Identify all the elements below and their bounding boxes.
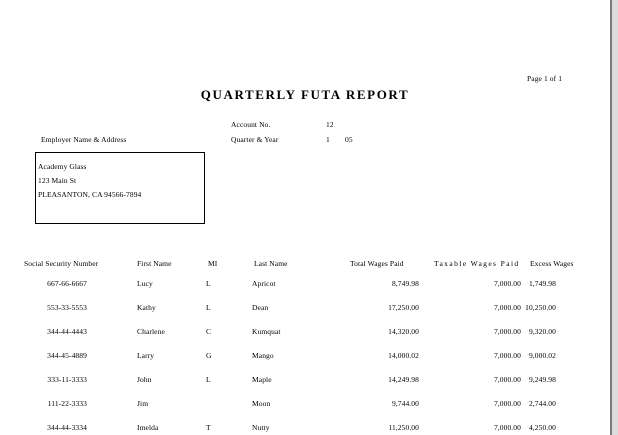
cell-mi: L <box>206 279 211 288</box>
cell-first-name: John <box>137 375 152 384</box>
cell-ssn: 667-66-6667 <box>47 279 87 288</box>
cell-taxable-wages: 7,000.00 <box>493 327 521 336</box>
cell-excess-wages: 9,249.98 <box>528 375 556 384</box>
cell-excess-wages: 2,744.00 <box>528 399 556 408</box>
cell-mi: L <box>206 375 211 384</box>
cell-first-name: Jim <box>137 399 149 408</box>
header-taxable-wages: Taxable Wages Paid <box>434 259 520 268</box>
cell-taxable-wages: 7,000.00 <box>493 303 521 312</box>
cell-total-wages: 17,250.00 <box>388 303 419 312</box>
cell-ssn: 344-45-4889 <box>47 351 87 360</box>
cell-taxable-wages: 7,000.00 <box>493 423 521 432</box>
cell-last-name: Moon <box>252 399 271 408</box>
cell-total-wages: 8,749.98 <box>391 279 419 288</box>
cell-total-wages: 11,250.00 <box>388 423 419 432</box>
header-ssn: Social Security Number <box>24 259 99 268</box>
header-last-name: Last Name <box>254 259 288 268</box>
cell-first-name: Imelda <box>137 423 159 432</box>
cell-first-name: Kathy <box>137 303 156 312</box>
cell-taxable-wages: 7,000.00 <box>493 399 521 408</box>
cell-last-name: Mango <box>252 351 274 360</box>
cell-mi: C <box>206 327 212 336</box>
cell-first-name: Charlene <box>137 327 165 336</box>
cell-excess-wages: 1,749.98 <box>528 279 556 288</box>
account-number-label: Account No. <box>231 120 271 129</box>
viewer-background <box>612 0 618 435</box>
header-excess-wages: Excess Wages <box>530 259 574 268</box>
cell-last-name: Nutty <box>252 423 270 432</box>
cell-ssn: 553-33-5553 <box>47 303 87 312</box>
header-total-wages: Total Wages Paid <box>350 259 404 268</box>
employer-city: PLEASANTON, CA 94566-7894 <box>38 190 142 199</box>
cell-mi: L <box>206 303 211 312</box>
cell-total-wages: 14,000.02 <box>388 351 419 360</box>
cell-last-name: Kumquat <box>252 327 281 336</box>
cell-total-wages: 14,249.98 <box>388 375 419 384</box>
cell-mi: G <box>206 351 212 360</box>
cell-excess-wages: 9,000.02 <box>528 351 556 360</box>
header-first-name: First Name <box>137 259 172 268</box>
report-title: QUARTERLY FUTA REPORT <box>200 87 410 102</box>
cell-ssn: 344-44-4443 <box>47 327 87 336</box>
year-value: 05 <box>345 135 353 144</box>
employer-name: Academy Glass <box>38 162 87 171</box>
cell-first-name: Lucy <box>137 279 153 288</box>
quarter-value: 1 <box>326 135 330 144</box>
cell-total-wages: 9,744.00 <box>391 399 419 408</box>
cell-last-name: Maple <box>252 375 272 384</box>
employer-label: Employer Name & Address <box>41 135 127 144</box>
cell-total-wages: 14,320.00 <box>388 327 419 336</box>
cell-first-name: Larry <box>137 351 155 360</box>
cell-last-name: Apricot <box>252 279 276 288</box>
cell-excess-wages: 9,320.00 <box>528 327 556 336</box>
header-mi: MI <box>208 259 218 268</box>
cell-mi: T <box>206 423 211 432</box>
cell-excess-wages: 10,250.00 <box>525 303 556 312</box>
cell-ssn: 344-44-3334 <box>47 423 87 432</box>
cell-taxable-wages: 7,000.00 <box>493 375 521 384</box>
quarter-year-label: Quarter & Year <box>231 135 279 144</box>
account-number-value: 12 <box>326 120 334 129</box>
cell-last-name: Dean <box>252 303 269 312</box>
cell-excess-wages: 4,250.00 <box>528 423 556 432</box>
cell-taxable-wages: 7,000.00 <box>493 279 521 288</box>
cell-ssn: 333-11-3333 <box>47 375 87 384</box>
cell-ssn: 111-22-3333 <box>47 399 87 408</box>
employer-street: 123 Main St <box>38 176 77 185</box>
cell-taxable-wages: 7,000.00 <box>493 351 521 360</box>
page-number-label: Page 1 of 1 <box>527 74 563 83</box>
